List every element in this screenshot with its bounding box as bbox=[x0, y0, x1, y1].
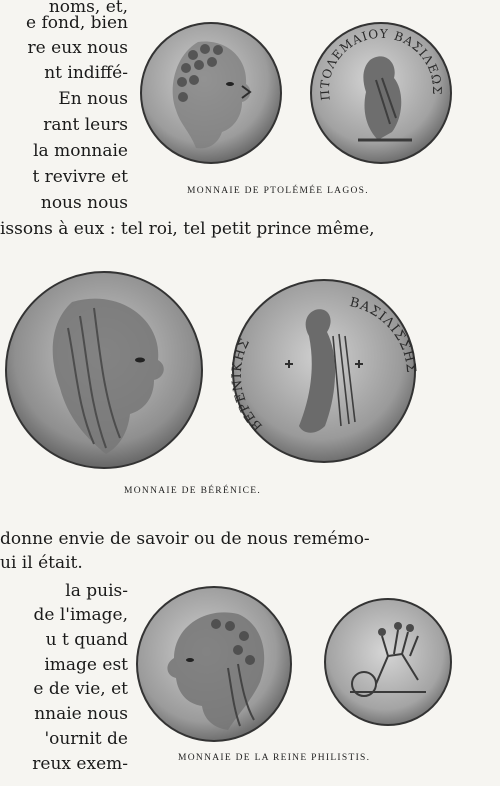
text-line: image est bbox=[44, 655, 128, 675]
text-line: re eux nous bbox=[27, 38, 128, 58]
berenice-legend-left: ΒΕΡΕΝΙΚΗΣ bbox=[229, 335, 266, 434]
text-line: nous nous bbox=[40, 193, 128, 213]
text-line: de l'image, bbox=[33, 605, 128, 625]
philistis-caption: MONNAIE DE LA REINE PHILISTIS. bbox=[178, 753, 371, 763]
text-line: reux exem- bbox=[32, 754, 128, 774]
text-line: la puis- bbox=[65, 581, 128, 601]
text-line: nt indiffé- bbox=[44, 63, 128, 83]
text-line: e de vie, et bbox=[33, 679, 128, 699]
text-line: u t quand bbox=[45, 630, 128, 650]
text-line: e fond, bien bbox=[26, 13, 128, 33]
text-line: En nous bbox=[58, 89, 128, 109]
ptolemy-caption: MONNAIE DE PTOLÉMÉE LAGOS. bbox=[187, 186, 369, 196]
text-line: t revivre et bbox=[32, 167, 128, 187]
philistis-reverse-coin bbox=[322, 596, 454, 728]
berenice-obverse-coin bbox=[2, 268, 206, 472]
text-line: issons à eux : tel roi, tel petit prince même, bbox=[0, 219, 375, 239]
text-line: noms, et, bbox=[48, 0, 128, 17]
berenice-legend-right: ΒΑΣΙΛΙΣΣΗΣ bbox=[348, 295, 419, 375]
text-line: donne envie de savoir ou de nous remémo- bbox=[0, 529, 370, 549]
text-line: rant leurs bbox=[43, 115, 128, 135]
berenice-reverse-coin bbox=[229, 276, 419, 466]
ptolemy-reverse-coin bbox=[308, 20, 454, 166]
ptolemy-obverse-coin bbox=[138, 20, 284, 166]
text-line: nnaie nous bbox=[34, 704, 128, 724]
text-line: ui il était. bbox=[0, 553, 83, 573]
berenice-caption: MONNAIE DE BÉRÉNICE. bbox=[124, 486, 262, 496]
philistis-obverse-coin bbox=[134, 584, 294, 744]
text-line: 'ournit de bbox=[44, 729, 128, 749]
ptolemy-coin-legend: ΠΤΟΛΕΜΑΙΟΥ ΒΑΣΙΛΕΩΣ bbox=[317, 26, 445, 102]
text-line: la monnaie bbox=[33, 141, 128, 161]
